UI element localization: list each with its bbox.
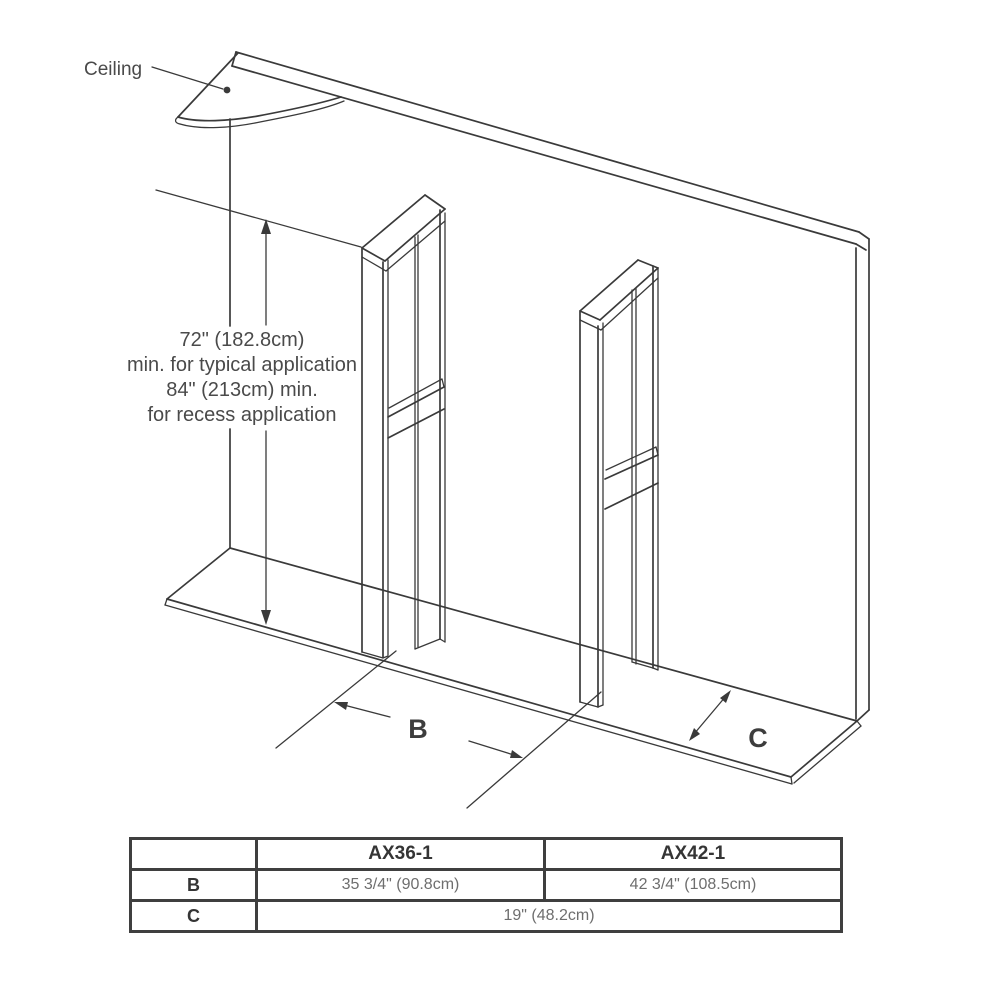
spec-table-row-b <box>131 870 842 901</box>
height-extension-line <box>156 190 361 247</box>
spec-table-header-ax36: AX36-1 <box>257 839 545 870</box>
depth-dimension-c <box>689 690 768 753</box>
ceiling-callout <box>84 59 230 93</box>
ceiling-leader-dot <box>224 87 231 94</box>
row-c-value: 19" (48.2cm) <box>257 901 842 932</box>
height-note-line-3: 84" (213cm) min. <box>166 379 318 401</box>
row-b-ax42-value: 42 3/4" (108.5cm) <box>545 870 842 901</box>
height-dimension <box>127 190 361 625</box>
b-right-arrowhead <box>510 750 523 758</box>
height-note-line-2: min. for typical application <box>126 354 358 376</box>
row-b-label: B <box>131 870 257 901</box>
row-c-label: C <box>131 901 257 932</box>
b-extension-line-left <box>276 651 396 748</box>
spec-table-header-ax42: AX42-1 <box>545 839 842 870</box>
b-left-arrowhead <box>334 702 348 710</box>
width-dimension-b <box>276 651 601 808</box>
height-note-line-1: 72" (182.8cm) <box>179 329 305 351</box>
depth-label-c: C <box>748 723 768 753</box>
spec-table-row-c <box>131 901 842 932</box>
right-stud-frame <box>580 260 658 707</box>
down-arrowhead <box>261 610 271 625</box>
c-lower-arrowhead <box>689 728 700 741</box>
width-label-b: B <box>408 714 428 744</box>
b-extension-line-right <box>467 692 601 808</box>
spec-table-corner-cell <box>131 839 257 870</box>
spec-table-header-row <box>131 839 842 870</box>
row-b-ax36-value: 35 3/4" (90.8cm) <box>257 870 545 901</box>
ceiling-leader-line <box>152 67 223 89</box>
spec-table <box>129 837 840 933</box>
ceiling-label: Ceiling <box>84 59 143 80</box>
height-note-line-4: for recess application <box>147 404 337 426</box>
wall-outline <box>230 52 869 721</box>
